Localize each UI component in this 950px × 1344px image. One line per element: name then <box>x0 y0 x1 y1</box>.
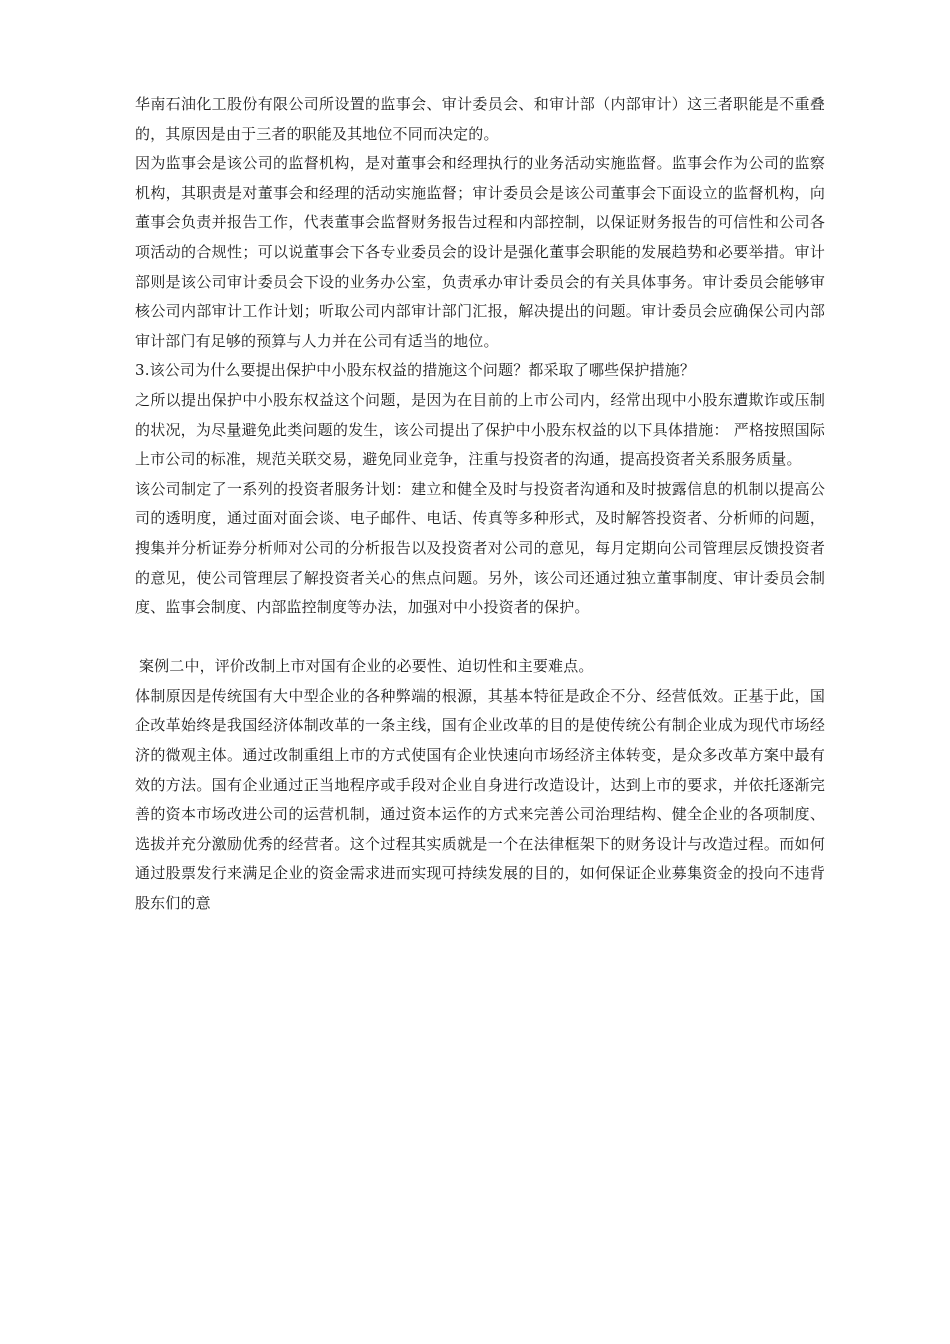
paragraph-committee-roles: 华南石油化工股份有限公司所设置的监事会、审计委员会、和审计部（内部审计）这三者职能是不重叠的，其原因是由于三者的职能及其地位不同而决定的。 <box>135 95 825 143</box>
document-body <box>135 90 825 919</box>
question-heading-3: 3.该公司为什么要提出保护中小股东权益的措施这个问题？都采取了哪些保护措施？ <box>135 361 696 380</box>
paragraph-soe-reform: 体制原因是传统国有大中型企业的各种弊端的根源，其基本特征是政企不分、经营低效。正基于此，国企改革始终是我国经济体制改革的一条主线，国有企业改革的目的是使传统公有制企业成为现代市场经济的微观主体。通过改制重组上市的方式使国有企业快速向市场经济主体转变，是众多改革方案中最有效的方法。国有企业通过正当地程序或手段对企业自身进行改造设计，达到上市的要求，并依托逐渐完善的资本市场改进公司的运营机制，通过资本运作的方式来完善公司治理结构、健全企业的各项制度、选拔并充分激励优秀的经营者。这个过程其实质就是一个在法律框架下的财务设计与改造过程。而如何通过股票发行来满足企业的资金需求进而实现可持续发展的目的，如何保证企业募集资金的投向不违背股东们的意 <box>135 686 825 913</box>
paragraph-spacer <box>135 623 825 653</box>
paragraph-minority-shareholders: 之所以提出保护中小股东权益这个问题，是因为在目前的上市公司内，经常出现中小股东遭欺诈或压制的状况，为尽量避免此类问题的发生，该公司提出了保护中小股东权益的以下具体措施： 严格按照国际上市公司的标准，规范关联交易，避免同业竞争，注重与投资者的沟通，提高投资者关系服务质量。 <box>135 390 825 469</box>
paragraph-supervisory-board: 因为监事会是该公司的监督机构，是对董事会和经理执行的业务活动实施监督。监事会作为公司的监察机构，其职责是对董事会和经理的活动实施监督；审计委员会是该公司董事会下面设立的监督机构，向董事会负责并报告工作，代表董事会监督财务报告过程和内部控制，以保证财务报告的可信性和公司各项活动的合规性；可以说董事会下各专业委员会的设计是强化董事会职能的发展趋势和必要举措。审计部则是该公司审计委员会下设的业务办公室，负责承办审计委员会的有关具体事务。审计委员会能够审核公司内部审计工作计划；听取公司内部审计部门汇报，解决提出的问题。审计委员会应确保公司内部审计部门有足够的预算与人力并在公司有适当的地位。 <box>135 154 825 350</box>
case-two-heading: 案例二中，评价改制上市对国有企业的必要性、迫切性和主要难点。 <box>139 657 594 676</box>
paragraph-investor-service-plan: 该公司制定了一系列的投资者服务计划：建立和健全及时与投资者沟通和及时披露信息的机制以提高公司的透明度，通过面对面会谈、电子邮件、电话、传真等多种形式，及时解答投资者、分析师的问题，搜集并分析证券分析师对公司的分析报告以及投资者对公司的意见，每月定期向公司管理层反馈投资者的意见，使公司管理层了解投资者关心的焦点问题。另外，该公司还通过独立董事制度、审计委员会制度、监事会制度、内部监控制度等办法，加强对中小投资者的保护。 <box>135 479 825 617</box>
